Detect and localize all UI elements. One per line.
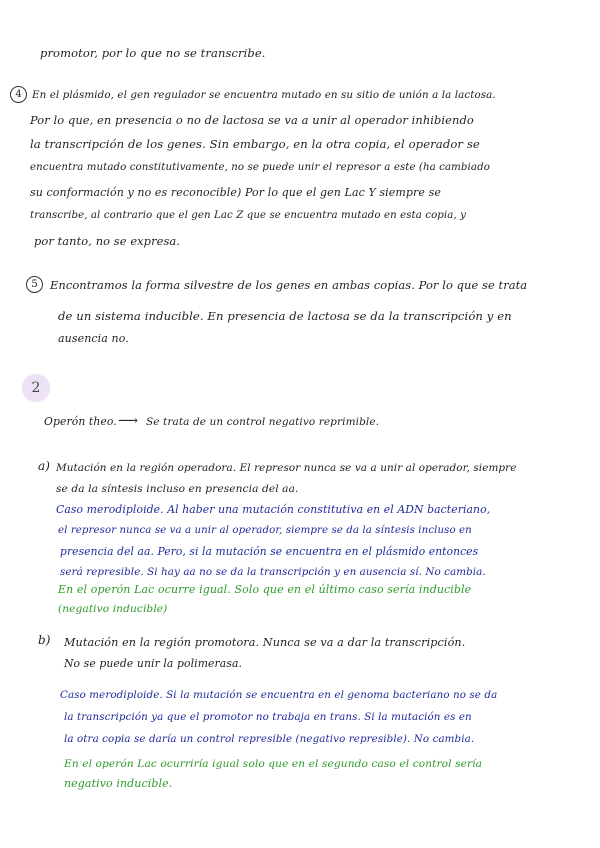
part-a-green-line-2: (negativo inducible) — [58, 603, 168, 615]
item-4-line-4: encuentra mutado constitutivamente, no se puede unir el represor a este (ha cambiado — [30, 162, 490, 173]
part-b-green-line-1: En el operón Lac ocurriría igual solo que en el segundo caso el control sería — [64, 758, 483, 770]
part-b-blue-line-3: la otra copia se daría un control represible (negativo represible). No cambia. — [64, 733, 475, 745]
part-b-line-2: No se puede unir la polimerasa. — [64, 657, 243, 670]
item-5-line-1: Encontramos la forma silvestre de los genes en ambas copias. Por lo que se trata — [50, 278, 528, 292]
item-5-line-2: de un sistema inducible. En presencia de lactosa se da la transcripción y en — [58, 309, 512, 323]
part-a-blue-line-3: presencia del aa. Pero, si la mutación se encuentra en el plásmido entonces — [60, 545, 479, 558]
item-4-line-7: por tanto, no se expresa. — [34, 234, 181, 248]
item-5-number: 5 — [26, 276, 43, 293]
part-a-green-line-1: En el operón Lac ocurre igual. Solo que en el último caso sería inducible — [58, 583, 472, 596]
item-5-line-3: ausencia no. — [58, 332, 129, 345]
part-b-line-1: Mutación en la región promotora. Nunca se va a dar la transcripción. — [64, 636, 466, 649]
item-4-number: 4 — [10, 86, 27, 103]
section-2-heading-right: Se trata de un control negativo reprimible. — [146, 416, 380, 428]
item-4-line-2: Por lo que, en presencia o no de lactosa se va a unir al operador inhibiendo — [30, 113, 474, 127]
part-b-label: b) — [38, 633, 51, 647]
arrow-icon: ⟶ — [118, 413, 139, 429]
part-a-line-1: Mutación en la región operadora. El represor nunca se va a unir al operador, siempre — [56, 462, 517, 474]
item-4-line-5: su conformación y no es reconocible) Por lo que el gen Lac Y siempre se — [30, 186, 441, 199]
part-a-blue-line-1: Caso merodiploide. Al haber una mutación constitutiva en el ADN bacteriano, — [56, 503, 491, 516]
part-b-green-line-2: negativo inducible. — [64, 777, 173, 790]
part-b-blue-line-1: Caso merodiploide. Si la mutación se encuentra en el genoma bacteriano no se da — [60, 689, 498, 701]
part-a-blue-line-2: el represor nunca se va a unir al operador, siempre se da la síntesis incluso en — [58, 525, 472, 536]
part-a-blue-line-4: será represible. Si hay aa no se da la transcripción y en ausencia sí. No cambia. — [60, 566, 486, 578]
item-4-line-6: transcribe, al contrario que el gen Lac Z que se encuentra mutado en esta copia, y — [30, 210, 466, 221]
item-4-line-1: En el plásmido, el gen regulador se encuentra mutado en su sitio de unión a la lactosa. — [32, 89, 496, 101]
part-a-label: a) — [38, 459, 51, 473]
section-2-heading-left: Operón theo. — [44, 415, 117, 428]
section-2-number: 2 — [22, 374, 50, 402]
continuation-line: promotor, por lo que no se transcribe. — [40, 46, 266, 60]
part-a-line-2: se da la síntesis incluso en presencia del aa. — [56, 483, 299, 495]
item-4-line-3: la transcripción de los genes. Sin embargo, en la otra copia, el operador se — [30, 137, 480, 151]
part-b-blue-line-2: la transcripción ya que el promotor no trabaja en trans. Si la mutación es en — [64, 711, 472, 723]
